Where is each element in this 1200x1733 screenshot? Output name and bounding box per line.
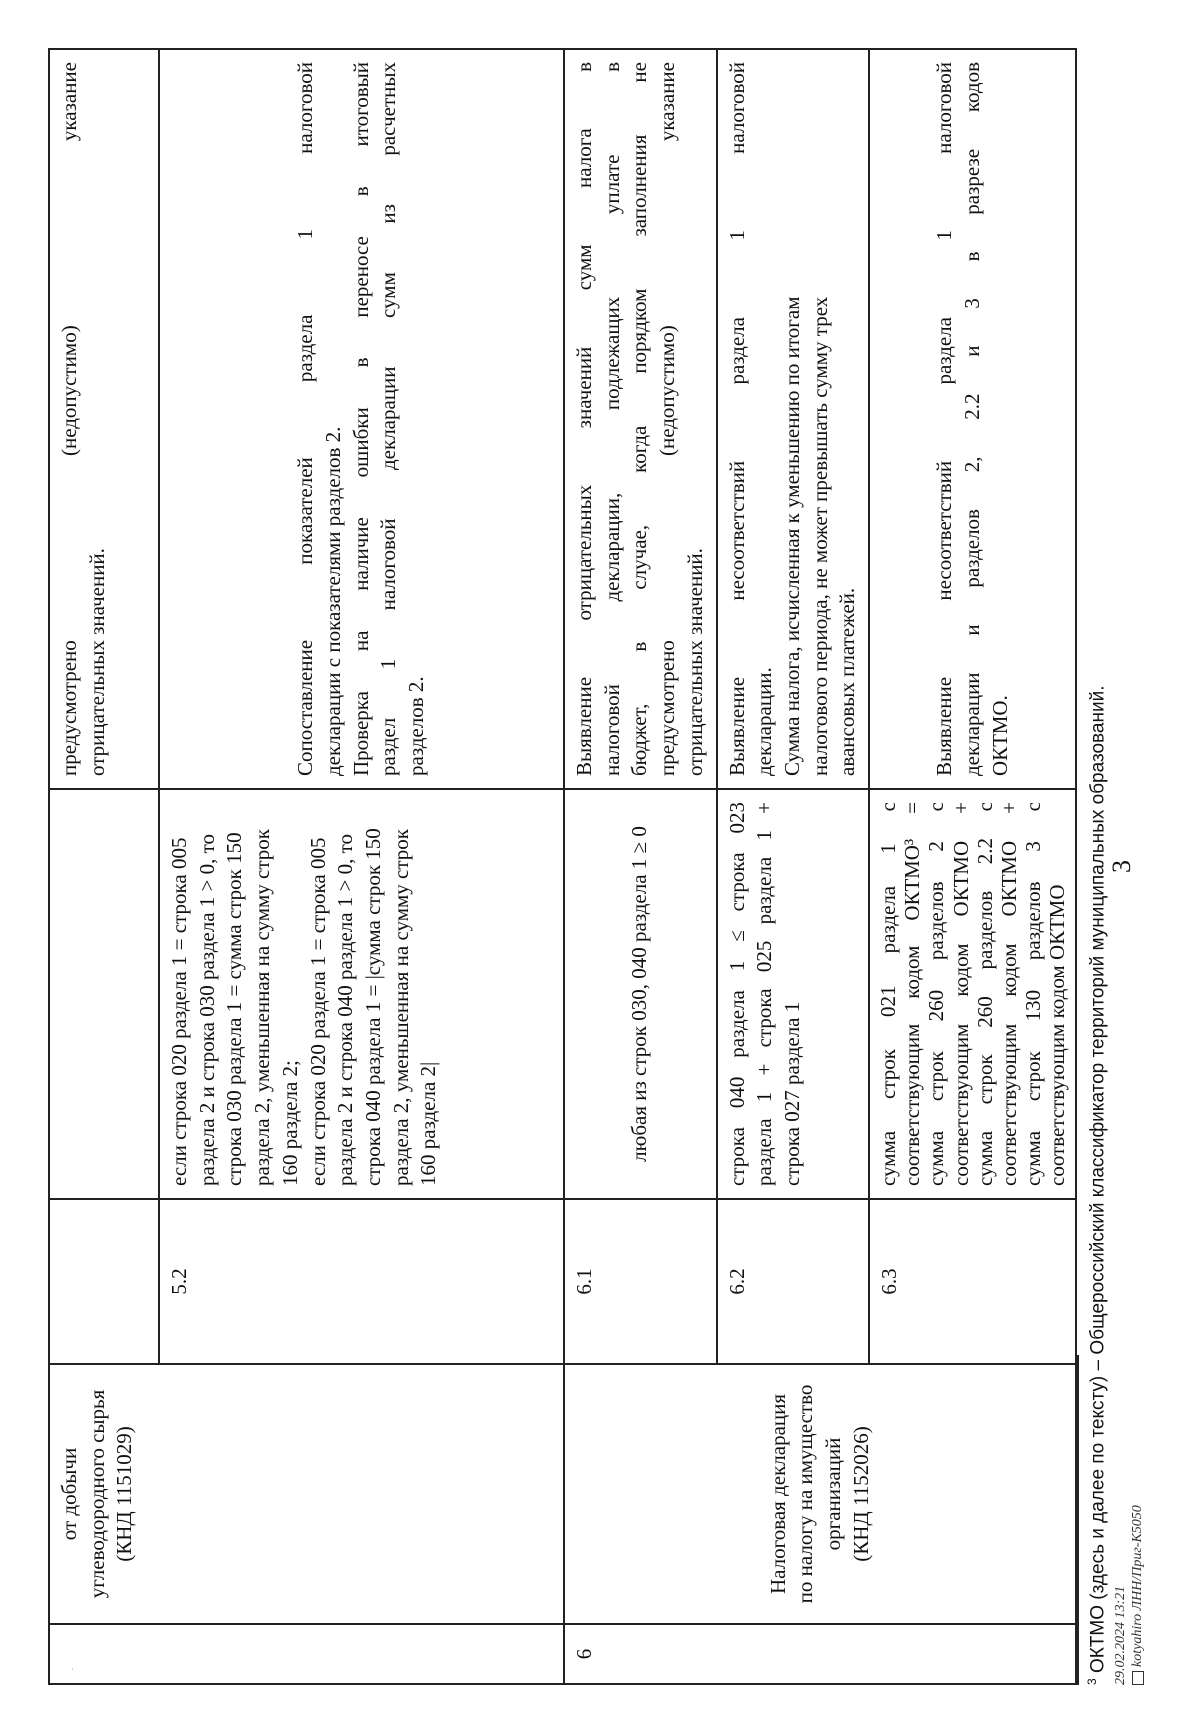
description-cell xyxy=(159,49,564,789)
control-ratio-cell: любая из строк 030, 040 раздела 1 ≥ 0 xyxy=(564,789,717,1199)
description-line: Выявление отрицательных значений сумм налога в xyxy=(572,62,596,776)
formula-line: раздела 2 и строка 040 раздела 1 > 0, то xyxy=(333,833,358,1186)
description-line: налоговой декларации, подлежащих уплате в xyxy=(599,62,624,776)
stamp-date: 29.02.2024 13:21 xyxy=(1113,1585,1128,1685)
formula-line: если строка 020 раздела 1 = строка 005 xyxy=(167,837,191,1186)
footnote-divider xyxy=(1077,1355,1079,1685)
formula-line: строка 027 раздела 1 xyxy=(780,1001,805,1186)
formula-line: соответствующим кодом ОКТМО³ = xyxy=(900,802,925,1186)
print-stamp xyxy=(1113,1505,1147,1685)
description-line: декларации. xyxy=(752,667,777,776)
declaration-line: от добычи xyxy=(57,1447,81,1541)
formula-line: 160 раздела 2| xyxy=(416,1061,441,1186)
check-number-cell: 6.2 xyxy=(717,1199,870,1364)
footnote-marker: 3 xyxy=(1085,1678,1099,1685)
description-line: Сопоставление показателей раздела 1 налоговой xyxy=(293,62,318,776)
formula-line: раздела 2, уменьшенная на сумму строк xyxy=(250,829,275,1186)
description-line: Сумма налога, исчисленная к уменьшению по итогам xyxy=(780,296,805,776)
description-line: Выявление несоответствий раздела 1 налоговой xyxy=(724,62,749,776)
formula-line: строка 040 раздела 1 ≤ строка 023 xyxy=(724,802,749,1186)
check-number-cell xyxy=(49,1199,159,1364)
control-ratio-cell xyxy=(159,789,564,1199)
formula-line: сумма строк 260 разделов 2 с xyxy=(924,802,949,1186)
description-line: предусмотрено (недопустимо) указание xyxy=(57,62,81,776)
declaration-code: (КНД 1152026) xyxy=(848,1426,873,1562)
table-row xyxy=(564,49,717,1684)
formula-line: раздела 2, уменьшенная на сумму строк xyxy=(388,829,413,1186)
declaration-code: (КНД 1151029) xyxy=(112,1426,137,1562)
description-line: авансовых платежей. xyxy=(835,587,860,776)
table-row xyxy=(49,49,159,1684)
description-line: декларации с показателями разделов 2. xyxy=(320,426,345,776)
footnote xyxy=(1085,185,1109,1685)
description-line: Проверка на наличие ошибки в переносе в итоговый xyxy=(348,62,373,776)
formula-line: соответствующим кодом ОКТМО xyxy=(1045,884,1070,1186)
formula-line: сумма строк 260 разделов 2.2 с xyxy=(972,802,997,1186)
description-line: бюджет, в случае, когда порядком заполнения не xyxy=(627,62,652,776)
declaration-name-cell xyxy=(564,1364,1076,1624)
control-ratio-cell xyxy=(717,789,870,1199)
formula-line: раздела 2 и строка 030 раздела 1 > 0, то xyxy=(194,833,219,1186)
formula-line: сумма строк 130 разделов 3 с xyxy=(1021,802,1046,1186)
check-number-cell: 6.3 xyxy=(869,1199,1076,1364)
declaration-name-cell xyxy=(49,1364,564,1624)
footnote-text: ОКТМО (здесь и далее по тексту) – Общероссийский классификатор территорий муниципальных образований. xyxy=(1087,685,1109,1674)
formula-line: строка 040 раздела 1 = |сумма строк 150 xyxy=(361,828,386,1186)
formula-line: строка 030 раздела 1 = сумма строк 150 xyxy=(222,832,247,1186)
row-number-cell: 6 xyxy=(564,1624,1076,1684)
validation-rules-table xyxy=(48,48,1077,1685)
row-number-cell: · xyxy=(49,1624,564,1684)
declaration-line: Налоговая декларация xyxy=(765,1393,790,1595)
stamp-code: kotyahiro ЛНН/Приг-K5050 xyxy=(1129,1505,1145,1667)
description-line: декларации и разделов 2, 2.2 и 3 в разрезе кодов xyxy=(959,62,984,776)
description-cell xyxy=(49,49,159,789)
formula-line: соответствующим кодом ОКТМО + xyxy=(948,802,973,1186)
description-line: ОКТМО. xyxy=(987,695,1012,776)
description-cell xyxy=(717,49,870,789)
description-line: отрицательных значений. xyxy=(682,548,707,776)
declaration-line: по налогу на имущество xyxy=(793,1384,818,1604)
check-number-cell: 6.1 xyxy=(564,1199,717,1364)
formula-line: сумма строк 021 раздела 1 с xyxy=(876,802,901,1186)
formula-line: если строка 020 раздела 1 = строка 005 xyxy=(305,837,330,1186)
control-ratio-cell xyxy=(869,789,1076,1199)
document-icon xyxy=(1132,1671,1144,1685)
description-cell xyxy=(869,49,1076,789)
description-line: отрицательных значений. xyxy=(84,548,109,776)
declaration-line: организаций xyxy=(821,1437,846,1551)
description-line: Выявление несоответствий раздела 1 налоговой xyxy=(932,62,957,776)
description-line: предусмотрено (недопустимо) указание xyxy=(655,62,680,776)
page-number: 3 xyxy=(1107,860,1136,873)
control-ratio-cell xyxy=(49,789,159,1199)
formula-line: 160 раздела 2; xyxy=(277,1060,302,1186)
description-line: налогового периода, не может превышать сумму трех xyxy=(807,296,832,776)
description-line: раздел 1 налоговой декларации сумм из расчетных xyxy=(376,62,401,776)
description-line: разделов 2. xyxy=(404,676,429,776)
description-cell xyxy=(564,49,717,789)
check-number-cell: 5.2 xyxy=(159,1199,564,1364)
formula-line: соответствующим кодом ОКТМО + xyxy=(996,802,1021,1186)
formula-line: раздела 1 + строка 025 раздела 1 + xyxy=(752,802,777,1186)
declaration-line: углеводородного сырья xyxy=(84,1389,109,1599)
